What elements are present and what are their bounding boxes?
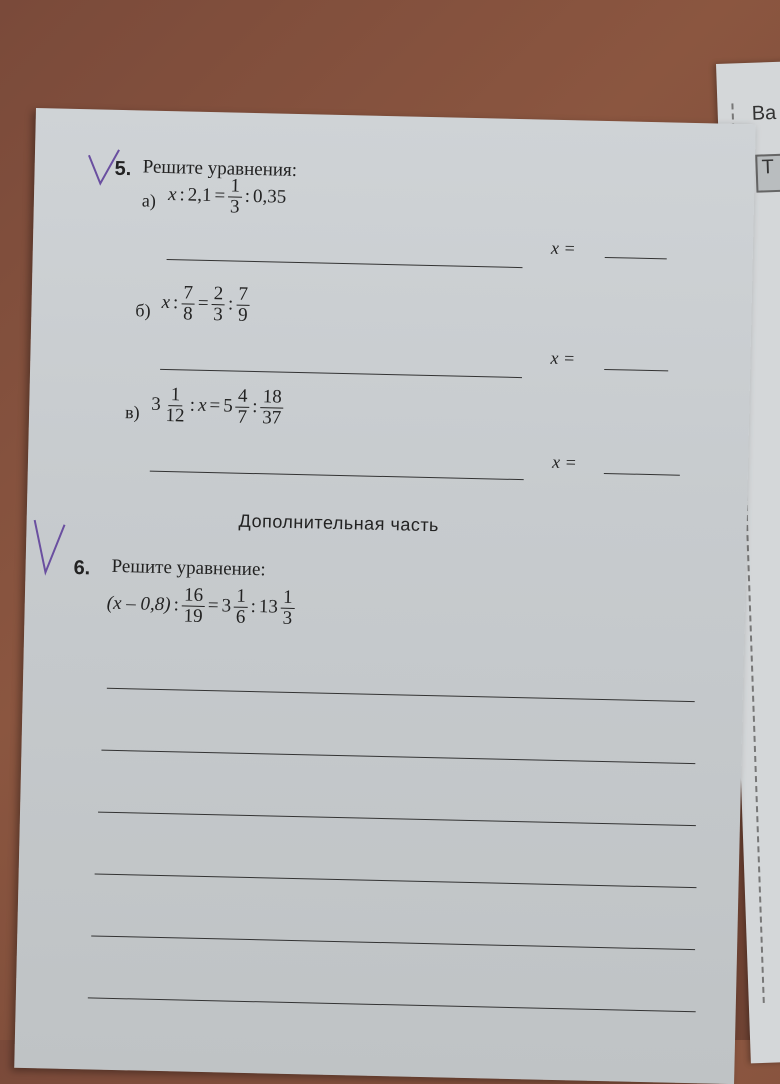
answer-label: x = [550,347,576,369]
answer-line[interactable] [160,369,522,378]
answer-label: x = [551,451,577,473]
answer-blank[interactable] [604,473,680,476]
task-title: Решите уравнение: [111,555,266,581]
answer-line[interactable] [167,259,523,268]
answer-line[interactable] [107,688,695,702]
workbook-page [14,108,756,1084]
equation-a: x : 2,1 = $\frac{1}{3}$ : 0,35 [167,175,287,218]
section-title: Дополнительная часть [238,510,440,536]
task-title: Решите уравнения: [142,156,298,181]
answer-label: x = [550,237,576,259]
answer-line[interactable] [88,997,696,1012]
right-page-box: Т [755,153,780,192]
item-label: б) [135,300,151,321]
pen-checkmark [31,516,68,577]
answer-line[interactable] [150,471,524,480]
task-number: 6. [73,556,91,580]
task-number: 5. [114,157,132,181]
answer-line[interactable] [101,750,695,764]
answer-line[interactable] [91,935,695,950]
item-label: а) [141,190,157,211]
item-label: в) [124,402,140,423]
right-page-header: Ва [751,101,777,125]
equation-b: x : $\frac{7}{8}$ = $\frac{2}{3}$ : $\frac{7}{9}$ [161,282,249,326]
equation-c: 3 $\frac{1}{12}$ : x = 5 $\frac{4}{7}$ : $\frac{18}{37}$ [151,384,282,429]
answer-line[interactable] [95,874,697,889]
answer-line[interactable] [98,812,696,827]
equation-6: (x – 0,8) : $\frac{16}{19}$ = 3 $\frac{1}{6}$ : 13 $\frac{1}{3}$ [106,584,293,629]
answer-blank[interactable] [605,257,667,259]
answer-blank[interactable] [604,369,668,371]
